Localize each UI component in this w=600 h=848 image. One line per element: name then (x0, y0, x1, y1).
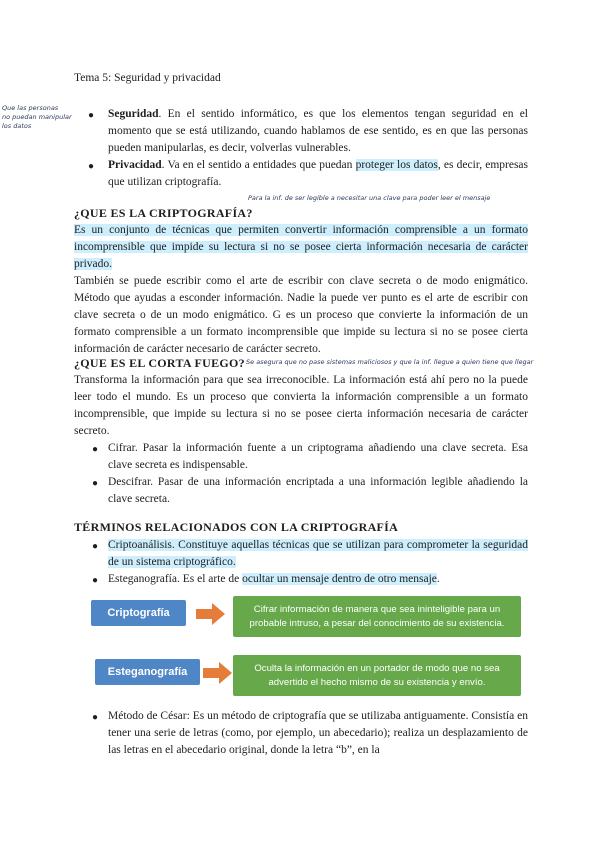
heading-criptografia: ¿QUE ES LA CRIPTOGRAFÍA? (74, 206, 253, 220)
bullet-dot: ● (92, 575, 99, 586)
bullet-dot: ● (92, 444, 99, 455)
arrow-right-icon (196, 603, 226, 625)
bullet-criptoanalisis: Criptoanálisis. Constituye aquellas técnicas que se utilizan para comprometer la seguridad de un sistema criptográfico. (108, 539, 528, 568)
paragraph-cripto: También se puede escribir como el arte de escribir con clave secreta o de modo enigmático. Método que ayudas a esconder información. Nadie la puede ver punto es el arte de escribir con clave secreta o de un modo enigmático. G es un proceso que convierte la información de un formato comprensible a un formato incomprensible que impide su lectura si no se posee cierta información de carácter necesario de carácter secreto. (74, 275, 528, 355)
arrow-right-icon (203, 662, 233, 684)
handwritten-note-left: Que las personas no puedan manipular los datos (2, 104, 72, 130)
bullet-metodo-cesar: Método de César: Es un método de criptografía que se utilizaba antiguamente. Consistía en tener una serie de letras (como, por ejemplo, un abecedario); realiza un desplazamiento de las letras en el abecedario original, donde la letra “b”, en la (108, 710, 528, 756)
heading-corta-fuego: ¿QUE ES EL CORTA FUEGO? (74, 356, 245, 370)
diagram-desc-criptografia: Cifrar información de manera que sea ininteligible para un probable intruso, a pesar del conocimiento de su existencia. (233, 596, 521, 637)
bullet-dot: ● (88, 110, 95, 121)
bullet-dot: ● (92, 478, 99, 489)
bullet-cifrar: Cifrar. Pasar la información fuente a un criptograma añadiendo una clave secreta. Esa clave secreta es indispensable. (108, 442, 528, 471)
bullet-dot: ● (92, 541, 99, 552)
bullet-descifrar: Descifrar. Pasar de una información encriptada a una información legible añadiendo la clave secreta. (108, 476, 528, 505)
handwritten-note-top: Para la inf. de ser legible a necesitar una clave para poder leer el mensaje (248, 194, 491, 202)
diagram-desc-esteganografia: Oculta la información en un portador de modo que no sea advertido el hecho mismo de su existencia y envío. (233, 655, 521, 696)
diagram-label-criptografia: Criptografía (91, 600, 186, 626)
bullet-privacidad: Privacidad. Va en el sentido a entidades que puedan proteger los datos, es decir, empresas que utilizan criptografía. (108, 159, 529, 188)
bullet-dot: ● (92, 712, 99, 723)
diagram-label-esteganografia: Esteganografía (95, 659, 200, 685)
handwritten-note-corta-fuego: Se asegura que no pase sistemas maliciosos y que la inf. llegue a quien tiene que llegar (246, 358, 534, 366)
page-title: Tema 5: Seguridad y privacidad (74, 72, 221, 84)
heading-terminos: TÉRMINOS RELACIONADOS CON LA CRIPTOGRAFÍA (74, 520, 399, 534)
paragraph-corta-fuego: Transforma la información para que sea irreconocible. La información está ahí pero no la puede leer todo el mundo. Es un proceso que convierta la información comprensible a un formato incomprensible, que impide su lectura si no se posee cierta información necesaria de carácter secreto. (74, 374, 528, 437)
bullet-seguridad: Seguridad. En el sentido informático, es que los elementos tengan seguridad en el momento que se está utilizando, cuando hablamos de ese sentido, es en que las personas pueden manipularlas, es decir, volverlas vulnerables. (108, 108, 528, 154)
bullet-esteganografia: Esteganografía. Es el arte de ocultar un mensaje dentro de otro mensaje. (108, 573, 440, 585)
paragraph-cripto-highlight: Es un conjunto de técnicas que permiten convertir información comprensible a un formato incomprensible que impide su lectura si no se posee cierta información necesaria de carácter privado. (74, 224, 528, 270)
bullet-dot: ● (88, 161, 95, 172)
